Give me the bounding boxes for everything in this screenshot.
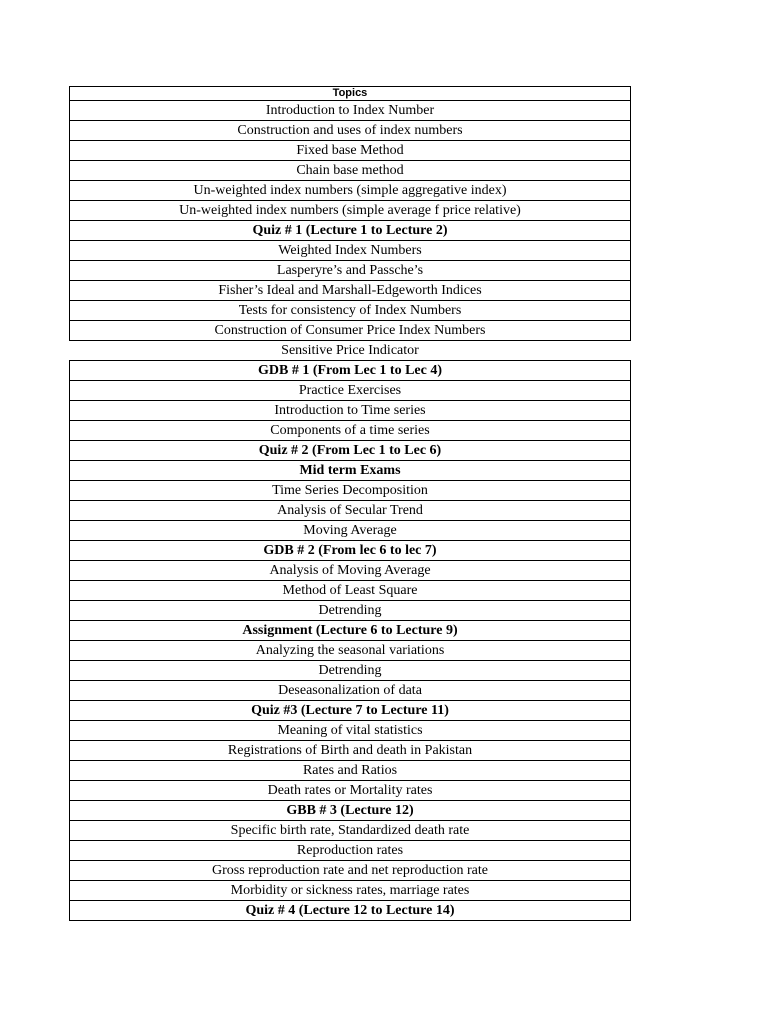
- topic-cell: Sensitive Price Indicator: [70, 341, 631, 361]
- table-row: [70, 781, 631, 801]
- table-row: [70, 181, 631, 201]
- table-body: [70, 101, 631, 921]
- table-row: [70, 361, 631, 381]
- milestone-topic-cell: Quiz # 4 (Lecture 12 to Lecture 14): [70, 901, 631, 921]
- topic-cell: Practice Exercises: [70, 381, 631, 401]
- topic-cell: Rates and Ratios: [70, 761, 631, 781]
- table-row: [70, 641, 631, 661]
- topic-cell: Lasperyre’s and Passche’s: [70, 261, 631, 281]
- topic-cell: Tests for consistency of Index Numbers: [70, 301, 631, 321]
- topic-cell: Moving Average: [70, 521, 631, 541]
- milestone-topic-cell: GDB # 1 (From Lec 1 to Lec 4): [70, 361, 631, 381]
- table-row: [70, 761, 631, 781]
- topic-cell: Detrending: [70, 601, 631, 621]
- topic-cell: Analysis of Moving Average: [70, 561, 631, 581]
- table-row: [70, 321, 631, 341]
- table-row: [70, 561, 631, 581]
- table-row: [70, 701, 631, 721]
- topic-cell: Detrending: [70, 661, 631, 681]
- table-row: [70, 821, 631, 841]
- topics-table: [69, 86, 631, 921]
- table-row: [70, 221, 631, 241]
- topic-cell: Analysis of Secular Trend: [70, 501, 631, 521]
- topic-cell: Construction and uses of index numbers: [70, 121, 631, 141]
- table-row: [70, 541, 631, 561]
- topic-cell: Chain base method: [70, 161, 631, 181]
- milestone-topic-cell: GDB # 2 (From lec 6 to lec 7): [70, 541, 631, 561]
- table-header: [70, 87, 631, 101]
- table-row: [70, 441, 631, 461]
- topic-cell: Components of a time series: [70, 421, 631, 441]
- table-row: [70, 121, 631, 141]
- topic-cell: Fixed base Method: [70, 141, 631, 161]
- topic-cell: Introduction to Time series: [70, 401, 631, 421]
- milestone-topic-cell: Quiz # 1 (Lecture 1 to Lecture 2): [70, 221, 631, 241]
- table-row: [70, 521, 631, 541]
- table-row: [70, 741, 631, 761]
- table-row: [70, 681, 631, 701]
- table-row: [70, 721, 631, 741]
- header-row: [70, 87, 631, 101]
- table-row: [70, 901, 631, 921]
- milestone-topic-cell: GBB # 3 (Lecture 12): [70, 801, 631, 821]
- table-row: [70, 201, 631, 221]
- topic-cell: Introduction to Index Number: [70, 101, 631, 121]
- milestone-topic-cell: Assignment (Lecture 6 to Lecture 9): [70, 621, 631, 641]
- topic-cell: Morbidity or sickness rates, marriage rates: [70, 881, 631, 901]
- topic-cell: Fisher’s Ideal and Marshall-Edgeworth Indices: [70, 281, 631, 301]
- table-row: [70, 801, 631, 821]
- table-row: [70, 301, 631, 321]
- milestone-topic-cell: Quiz #3 (Lecture 7 to Lecture 11): [70, 701, 631, 721]
- table-row: [70, 421, 631, 441]
- topic-cell: Weighted Index Numbers: [70, 241, 631, 261]
- topic-cell: Analyzing the seasonal variations: [70, 641, 631, 661]
- table-row: [70, 881, 631, 901]
- topic-cell: Deseasonalization of data: [70, 681, 631, 701]
- topic-cell: Specific birth rate, Standardized death rate: [70, 821, 631, 841]
- topics-column-header: Topics: [70, 87, 631, 101]
- topic-cell: Meaning of vital statistics: [70, 721, 631, 741]
- topic-cell: Un-weighted index numbers (simple average f price relative): [70, 201, 631, 221]
- milestone-topic-cell: Quiz # 2 (From Lec 1 to Lec 6): [70, 441, 631, 461]
- table-row: [70, 241, 631, 261]
- table-row: [70, 401, 631, 421]
- topic-cell: Registrations of Birth and death in Pakistan: [70, 741, 631, 761]
- table-row: [70, 481, 631, 501]
- table-row: [70, 161, 631, 181]
- table-row: [70, 841, 631, 861]
- topic-cell: Death rates or Mortality rates: [70, 781, 631, 801]
- table-row: [70, 341, 631, 361]
- topic-cell: Construction of Consumer Price Index Numbers: [70, 321, 631, 341]
- topic-cell: Reproduction rates: [70, 841, 631, 861]
- table-row: [70, 101, 631, 121]
- table-row: [70, 861, 631, 881]
- topic-cell: Un-weighted index numbers (simple aggregative index): [70, 181, 631, 201]
- table-row: [70, 381, 631, 401]
- table-row: [70, 501, 631, 521]
- table-row: [70, 141, 631, 161]
- table-row: [70, 261, 631, 281]
- table-row: [70, 621, 631, 641]
- table-row: [70, 661, 631, 681]
- table-row: [70, 461, 631, 481]
- table-row: [70, 581, 631, 601]
- topic-cell: Method of Least Square: [70, 581, 631, 601]
- table-row: [70, 601, 631, 621]
- table-row: [70, 281, 631, 301]
- milestone-topic-cell: Mid term Exams: [70, 461, 631, 481]
- topic-cell: Time Series Decomposition: [70, 481, 631, 501]
- topic-cell: Gross reproduction rate and net reproduction rate: [70, 861, 631, 881]
